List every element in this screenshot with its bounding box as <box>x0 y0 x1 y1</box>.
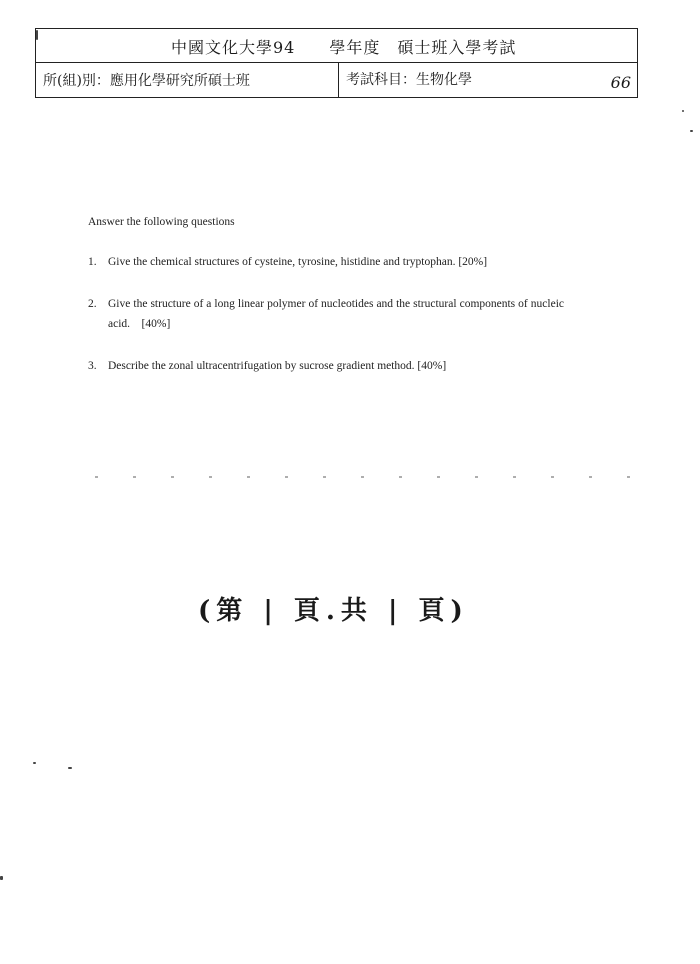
scan-speck <box>682 110 684 112</box>
question-item <box>88 356 564 376</box>
subject-label: 考試科目：生物化學 <box>346 72 472 88</box>
subject-cell <box>339 63 639 97</box>
scan-speck <box>36 30 38 40</box>
school-title: 中國文化大學94 學年度 碩士班入學考試 <box>171 38 517 57</box>
page-code: 66 <box>610 73 631 92</box>
header-title-row <box>36 29 637 63</box>
question-list <box>88 252 564 376</box>
header-info-row <box>36 63 637 97</box>
scan-speck <box>690 130 693 132</box>
scan-speck <box>68 767 72 769</box>
question-number: 1. <box>88 256 97 268</box>
question-text: Give the structure of a long linear polymer of nucleotides and the structural components of nucleic acid. [40%] <box>108 298 564 330</box>
scan-speck <box>33 762 36 764</box>
scan-artifact-line <box>95 476 655 478</box>
department-cell <box>36 63 339 97</box>
question-text: Give the chemical structures of cysteine, tyrosine, histidine and tryptophan. [20%] <box>108 256 488 268</box>
scan-speck <box>0 876 3 880</box>
question-text: Describe the zonal ultracentrifugation by sucrose gradient method. [40%] <box>108 360 447 372</box>
exam-content <box>88 216 564 398</box>
question-number: 2. <box>88 298 97 310</box>
question-item <box>88 252 564 272</box>
exam-header-table <box>35 28 638 98</box>
department-label: 所(組)別：應用化學研究所碩士班 <box>43 73 250 89</box>
page-indicator: (第 | 頁.共 | 頁) <box>198 596 469 626</box>
question-number: 3. <box>88 360 97 372</box>
instructions: Answer the following questions <box>88 216 235 228</box>
question-item <box>88 294 564 334</box>
